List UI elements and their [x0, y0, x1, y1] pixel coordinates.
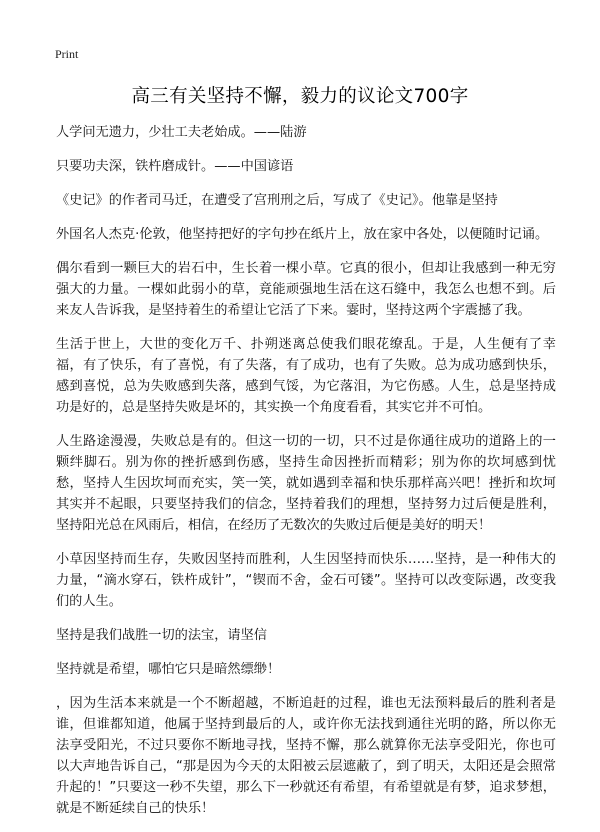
paragraph-hope: 坚持就是希望，哪怕它只是暗然缥缈！	[56, 662, 281, 677]
paragraph-grass-in-rock: 偶尔看到一颗巨大的岩石中，生长着一棵小草。它真的很小，但却让我感到一种无穷强大的力量。一棵如此弱小的草，竟能顽强地生活在这石缝中，我怎么也想不到。后来友人告诉我，是坚持着生的希望让它活了下来。霎时，坚持这两个字震撼了我。	[56, 261, 556, 318]
page-title: 高三有关坚持不懈，毅力的议论文700字	[131, 86, 469, 107]
paragraph-conclusion: ，因为生活本来就是一个不断超越，不断追赶的过程，谁也无法预料最后的胜利者是谁，但谁都知道，他属于坚持到最后的人，或许你无法找到通往光明的路，所以你无法享受阳光，不过只要你不断地寻找，坚持不懈，那么就算你无法享受阳光，你也可以大声地告诉自己，“那是因为今天的太阳被云层遮蔽了，到了明天，太阳还是会照常升起的！”只要这一秒不失望，那么下一秒就还有希望，有希望就是有梦，追求梦想，就是不断延续自己的快乐！	[56, 696, 556, 816]
paragraph-life-changes: 生活于世上，大世的变化万千、扑朔迷离总使我们眼花缭乱。于是，人生便有了幸福，有了快乐，有了喜悦，有了失落，有了成功，也有了失败。总为成功感到快乐，感到喜悦，总为失败感到失落，感到气馁，为它落泪，为它伤感。人生，总是坚持成功是好的，总是坚持失败是坏的，其实换一个角度看看，其实它并不可怕。	[56, 337, 556, 415]
paragraph-persistence-power: 小草因坚持而生存，失败因坚持而胜利，人生因坚持而快乐……坚持，是一种伟大的力量，“滴水穿石，铁杵成针”，“锲而不舍，金石可镂”。坚持可以改变际遇，改变我们的人生。	[56, 552, 556, 609]
paragraph-jack-london: 外国名人杰克·伦敦，他坚持把好的字句抄在纸片上，放在家中各处，以便随时记诵。	[56, 227, 549, 242]
paragraph-quote-luyou: 人学问无遗力，少壮工夫老始成。——陆游	[56, 125, 307, 140]
article-body	[56, 122, 556, 832]
print-link[interactable]: Print	[55, 47, 79, 61]
paragraph-quote-proverb: 只要功夫深，铁杵磨成针。——中国谚语	[56, 159, 294, 174]
paragraph-simaqian: 《史记》的作者司马迁，在遭受了宫刑刑之后，写成了《史记》。他靠是坚持	[56, 193, 498, 208]
paragraph-failure-path: 人生路途漫漫，失败总是有的。但这一切的一切，只不过是你通往成功的道路上的一颗绊脚石。别为你的挫折感到伤感，坚持生命因挫折而精彩；别为你的坎坷感到忧愁，坚持人生因坎坷而充实，笑一笑，就如遇到幸福和快乐那样高兴吧！挫折和坎坷其实并不起眼，只要坚持我们的信念，坚持着我们的理想，坚持努力过后便是胜利，坚持阳光总在风雨后，相信，在经历了无数次的失败过后便是美好的明天！	[56, 434, 556, 533]
paragraph-magic-weapon: 坚持是我们战胜一切的法宝，请坚信	[56, 628, 267, 643]
